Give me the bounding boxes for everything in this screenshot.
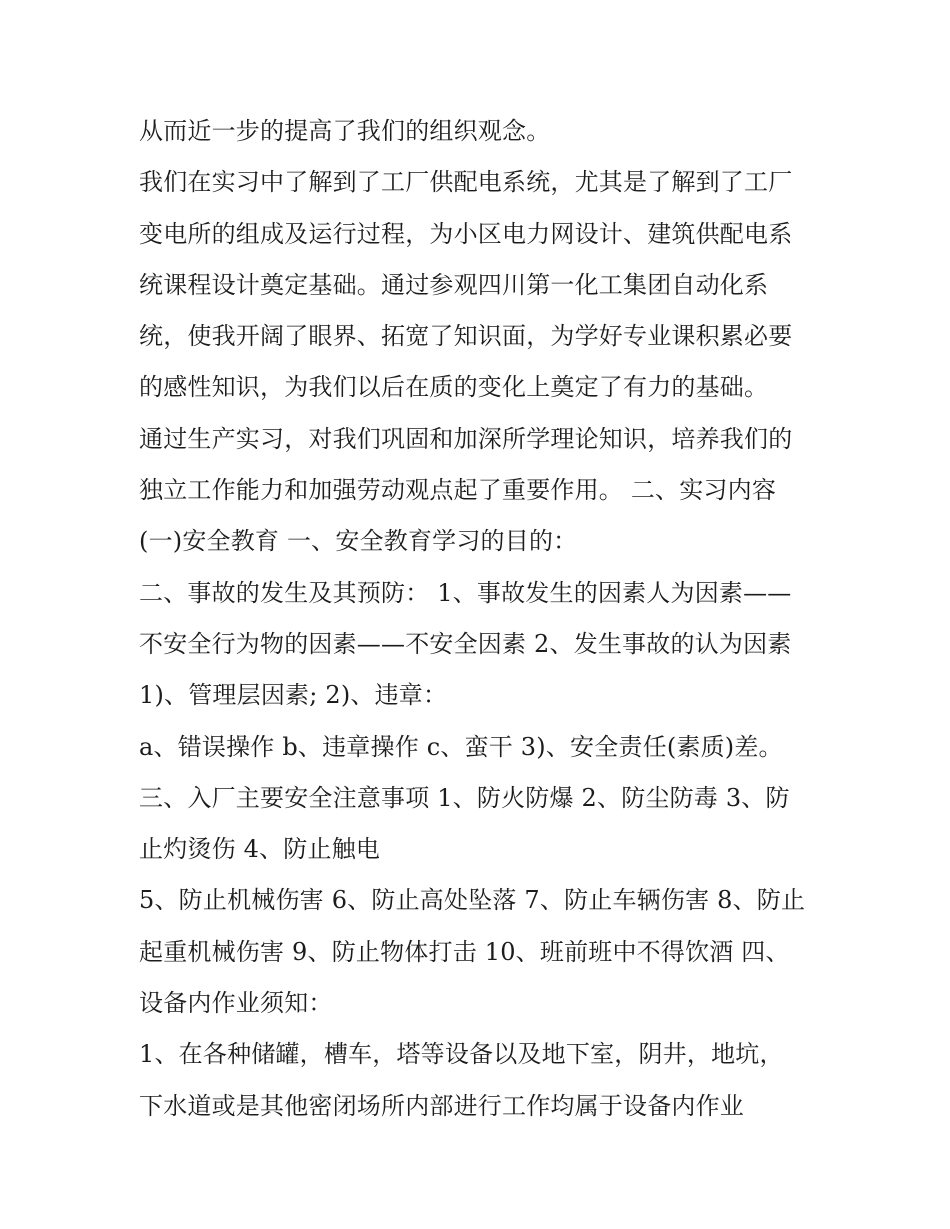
document-body bbox=[139, 111, 829, 1137]
text-line: a、错误操作 b、违章操作 c、蛮干 3)、安全责任(素质)差。 bbox=[139, 732, 783, 761]
text-line: 统课程设计奠定基础。通过参观四川第一化工集团自动化系 bbox=[139, 270, 769, 299]
text-line: 5、防止机械伤害 6、防止高处坠落 7、防止车辆伤害 8、防止 bbox=[139, 886, 806, 915]
text-line: 通过生产实习，对我们巩固和加深所学理论知识，培养我们的 bbox=[139, 424, 793, 453]
text-line: 下水道或是其他密闭场所内部进行工作均属于设备内作业 bbox=[139, 1091, 744, 1120]
text-line: 不安全行为物的因素——不安全因素 2、发生事故的认为因素 bbox=[139, 629, 792, 658]
text-line: 的感性知识，为我们以后在质的变化上奠定了有力的基础。 bbox=[139, 373, 769, 402]
text-line: 变电所的组成及运行过程，为小区电力网设计、建筑供配电系 bbox=[139, 219, 793, 248]
text-line: 止灼烫伤 4、防止触电 bbox=[139, 835, 381, 864]
text-line: 我们在实习中了解到了工厂供配电系统，尤其是了解到了工厂 bbox=[139, 168, 793, 197]
text-line: 独立工作能力和加强劳动观点起了重要作用。 二、实习内容 bbox=[139, 476, 777, 505]
text-line: (一)安全教育 一、安全教育学习的目的： bbox=[139, 527, 578, 556]
text-line: 二、事故的发生及其预防： 1、事故发生的因素人为因素—— bbox=[139, 578, 792, 607]
text-line: 起重机械伤害 9、防止物体打击 10、班前班中不得饮酒 四、 bbox=[139, 937, 790, 966]
text-line: 1、在各种储罐，槽车，塔等设备以及地下室，阴井，地坑， bbox=[139, 1040, 784, 1069]
text-line: 三、入厂主要安全注意事项 1、防火防爆 2、防尘防毒 3、防 bbox=[139, 783, 790, 812]
text-line: 统，使我开阔了眼界、拓宽了知识面，为学好专业课积累必要 bbox=[139, 322, 793, 351]
text-line: 从而近一步的提高了我们的组织观念。 bbox=[139, 117, 551, 145]
text-line: 设备内作业须知： bbox=[139, 989, 333, 1018]
text-line: 1)、管理层因素; 2)、违章： bbox=[139, 681, 448, 710]
